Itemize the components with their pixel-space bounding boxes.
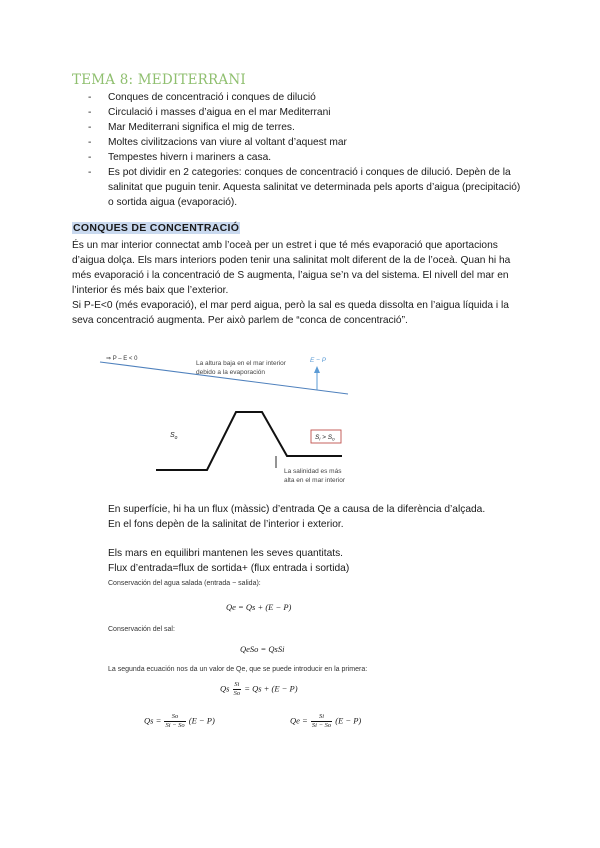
water-conservation-equation: Qe = Qs + (E − P) <box>226 602 292 612</box>
list-item: - Moltes civilitzacions van viure al voltant d’aquest mar <box>88 135 528 150</box>
list-item: - Es pot dividir en 2 categories: conques de concentració i conques de dilució. Depèn de la salinitat que puguin tenir. Aquesta salinitat ve determinada pels aports d’aigua (precipitació) o sortida aigua (evaporació). <box>88 165 528 210</box>
paragraph: Si P-E<0 (més evaporació), el mar perd aigua, però la sal es queda dissolta en l’aigua líquida i la seva concentració augmenta. Per això parlem de “conca de concentració”. <box>72 300 509 326</box>
concentration-basin-diagram <box>96 340 426 490</box>
salt-conservation-equation: QeSo = QsSi <box>240 644 285 654</box>
paragraph: Els mars en equilibri mantenen les seves quantitats. <box>108 548 343 559</box>
paragraph: En el fons depèn de la salinitat de l’interior i exterior. <box>108 519 344 530</box>
paragraph: En superfície, hi ha un flux (màssic) d’entrada Qe a causa de la diferència d’alçada. <box>108 504 486 515</box>
list-item: - Mar Mediterrani significa el mig de terres. <box>88 120 528 135</box>
inflow-equation: Qe = $\frac{Si}{Si - So}$ (E − P) <box>290 713 362 729</box>
outflow-equation: Qs = $\frac{So}{Si - So}$ (E − P) <box>144 713 215 729</box>
paragraph: Flux d’entrada=flux de sortida+ (flux entrada i sortida) <box>108 563 350 574</box>
equilibrium-explanation <box>108 546 548 576</box>
section-body <box>72 238 532 328</box>
annotation-top: La altura baja en el mar interior debido a la evaporación <box>196 360 286 376</box>
salt-conservation-label: Conservación del sal: <box>108 626 175 633</box>
water-conservation-label: Conservación del agua salada (entrada − salida): <box>108 580 261 587</box>
paragraph: És un mar interior connectat amb l’oceà per un estret i que té més evaporació que aportacions d’aigua dolça. Els mars interiors poden tenir una salinitat molt diferent de la de l’oceà. Quan hi ha més evaporació i la concentració de S augmenta, l’aigua se’n va del sistema. El nivell del mar en l’interior és més baix que l’exterior. <box>72 240 511 296</box>
section-heading: CONQUES DE CONCENTRACIÓ <box>73 222 240 234</box>
substitution-label: La segunda ecuación nos da un valor de Qe, que se puede introducir en la primera: <box>108 666 368 673</box>
flux-explanation <box>108 502 548 532</box>
list-item: - Conques de concentració i conques de dilució <box>88 90 528 105</box>
salinity-comparison-label: $S_i > S_o$ <box>315 434 335 442</box>
arrow-head-icon <box>314 366 320 373</box>
list-item: - Circulació i masses d’aigua en el mar Mediterrani <box>88 105 528 120</box>
page-title: TEMA 8: MEDITERRANI <box>72 72 246 88</box>
outer-salinity-label: $S_o$ <box>170 432 178 441</box>
substitution-equation: Qs $\frac{Si}{So}$ = Qs + (E − P) <box>220 681 298 697</box>
evaporation-label: E − P <box>310 357 327 364</box>
annotation-bottom: La salinidad es más alta en el mar interior <box>284 468 346 484</box>
topic-bullet-list <box>88 90 528 210</box>
pe-label: ⇒ P – E < 0 <box>106 356 138 362</box>
list-item: - Tempestes hivern i mariners a casa. <box>88 150 528 165</box>
